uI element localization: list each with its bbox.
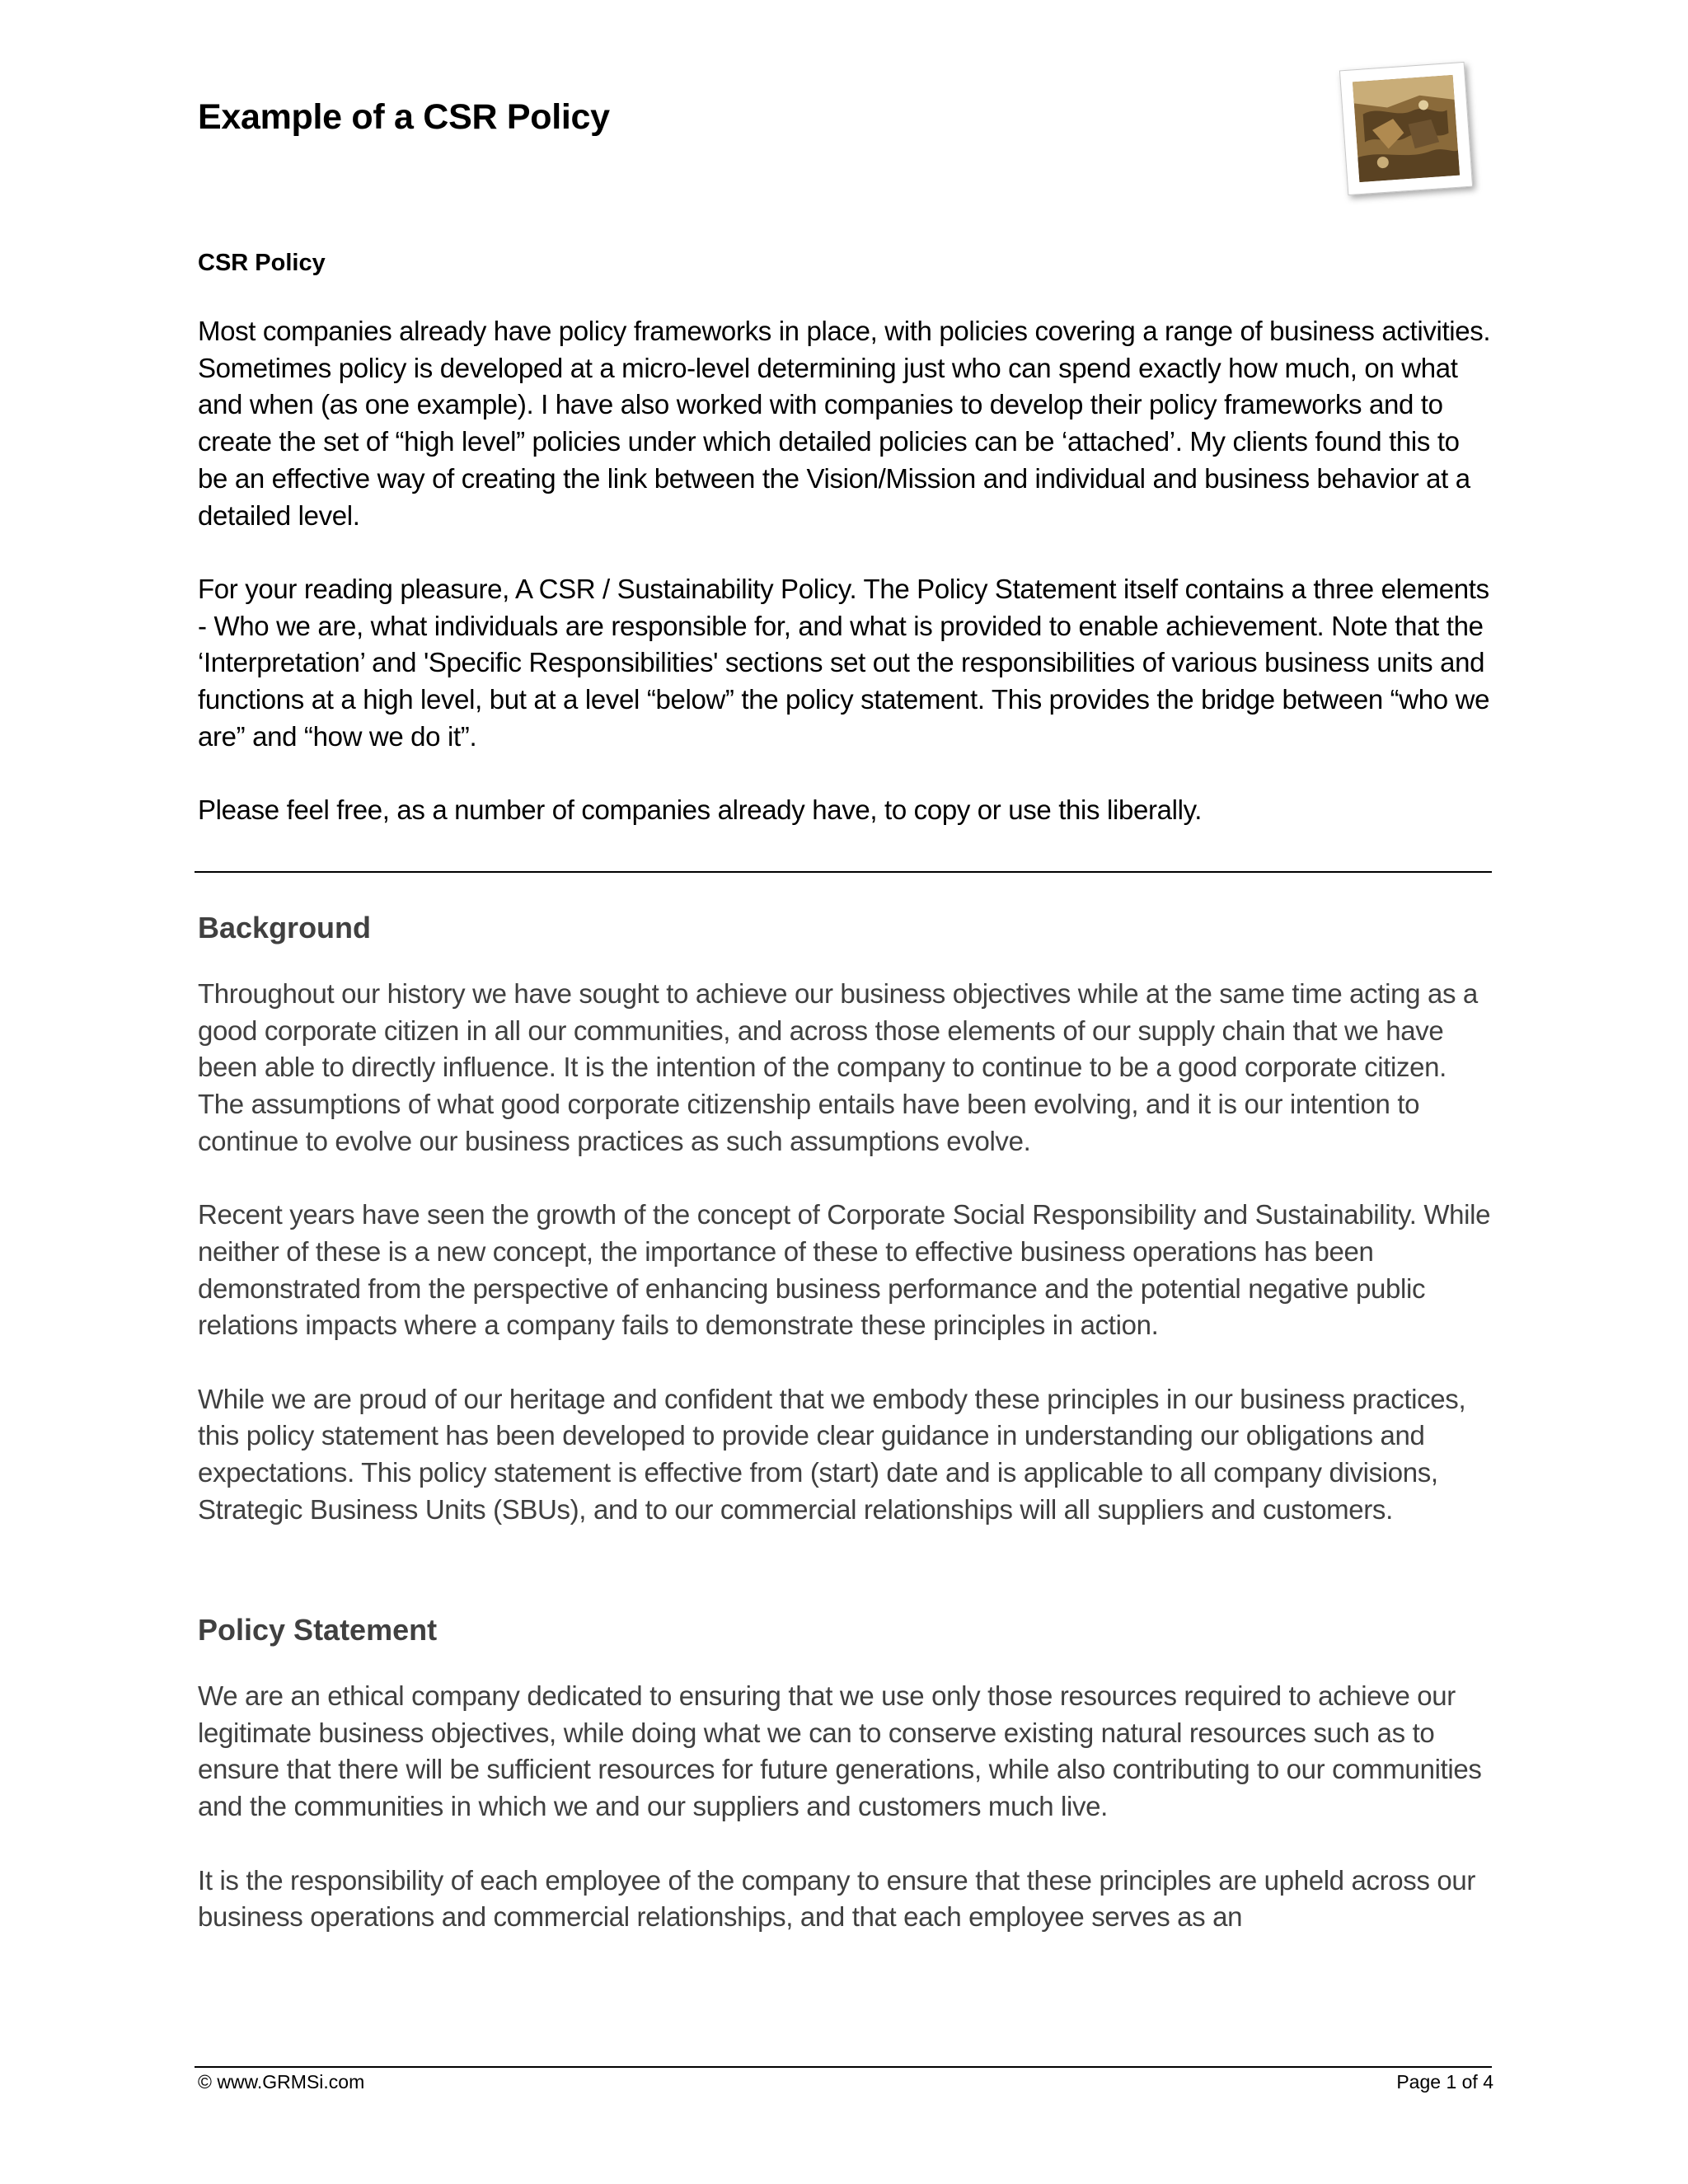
background-paragraph: While we are proud of our heritage and confident that we embody these principles in our business practices, this policy statement has been developed to provide clear guidance in understanding our obligations and expectations. This policy statement is effective from (start) date and is applicable to all company divisions, Strategic Business Units (SBUs), and to our commercial relationships will all suppliers and customers. xyxy=(198,1383,1466,1525)
policy-statement-heading: Policy Statement xyxy=(198,1613,438,1647)
intro-paragraph: Please feel free, as a number of companies already have, to copy or use this liberally. xyxy=(198,794,1203,826)
policy-paragraph: We are an ethical company dedicated to ensuring that we use only those resources required to achieve our legitimate business objectives, while doing what we can to conserve existing natural resources such as to ensure that there will be sufficient resources for future generations, while also contributing to our communities and the communities in which we and our suppliers and customers much live. xyxy=(198,1680,1482,1822)
background-heading: Background xyxy=(198,911,372,944)
intro-paragraph: Most companies already have policy frameworks in place, with policies covering a range of business activities. Sometimes policy is developed at a micro-level determining just who can spend exactly how much, on what and when (as one example). I have also worked with companies to develop their policy frameworks and to create the set of “high level” policies under which detailed policies can be ‘attached’. My clients found this to be an effective way of creating the link between the Vision/Mission and individual and business behavior at a detailed level. xyxy=(198,316,1491,531)
section-divider xyxy=(195,871,1492,873)
tapestry-image xyxy=(1353,75,1460,182)
intro-heading: CSR Policy xyxy=(198,250,326,276)
intro-paragraph: For your reading pleasure, A CSR / Sustainability Policy. The Policy Statement itself contains a three elements - Who we are, what individuals are responsible for, and what is provided to enable achievement. Note that the ‘Interpretation’ and 'Specific Responsibilities' sections set out the responsibilities of various business units and functions at a high level, but at a level “below” the policy statement. This provides the bridge between “who we are” and “how we do it”. xyxy=(198,573,1490,752)
footer-page-number: Page 1 of 4 xyxy=(1396,2071,1493,2093)
background-paragraph: Recent years have seen the growth of the concept of Corporate Social Responsibility and Sustainability. While neither of these is a new concept, the importance of these to effective business operations has been demonstrated from the perspective of enhancing business performance and the potential negative public relations impacts where a company fails to demonstrate these principles in action. xyxy=(198,1199,1491,1341)
intro-text xyxy=(198,313,1492,866)
policy-paragraph: It is the responsibility of each employee of the company to ensure that these principles are upheld across our business operations and commercial relationships, and that each employee serves as an xyxy=(198,1864,1476,1933)
background-paragraph: Throughout our history we have sought to achieve our business objectives while at the same time acting as a good corporate citizen in all our communities, and across those elements of our supply chain that we have been able to directly influence. It is the intention of the company to continue to be a good corporate citizen. The assumptions of what good corporate citizenship entails have been evolving, and it is our intention to continue to evolve our business practices as such assumptions evolve. xyxy=(198,978,1478,1156)
footer-copyright: © www.GRMSi.com xyxy=(198,2071,365,2093)
page-title: Example of a CSR Policy xyxy=(198,97,610,137)
background-section xyxy=(198,910,1492,1565)
policy-statement-section xyxy=(198,1612,1492,1973)
footer-divider xyxy=(195,2066,1492,2068)
framed-photo-icon xyxy=(1339,62,1473,195)
